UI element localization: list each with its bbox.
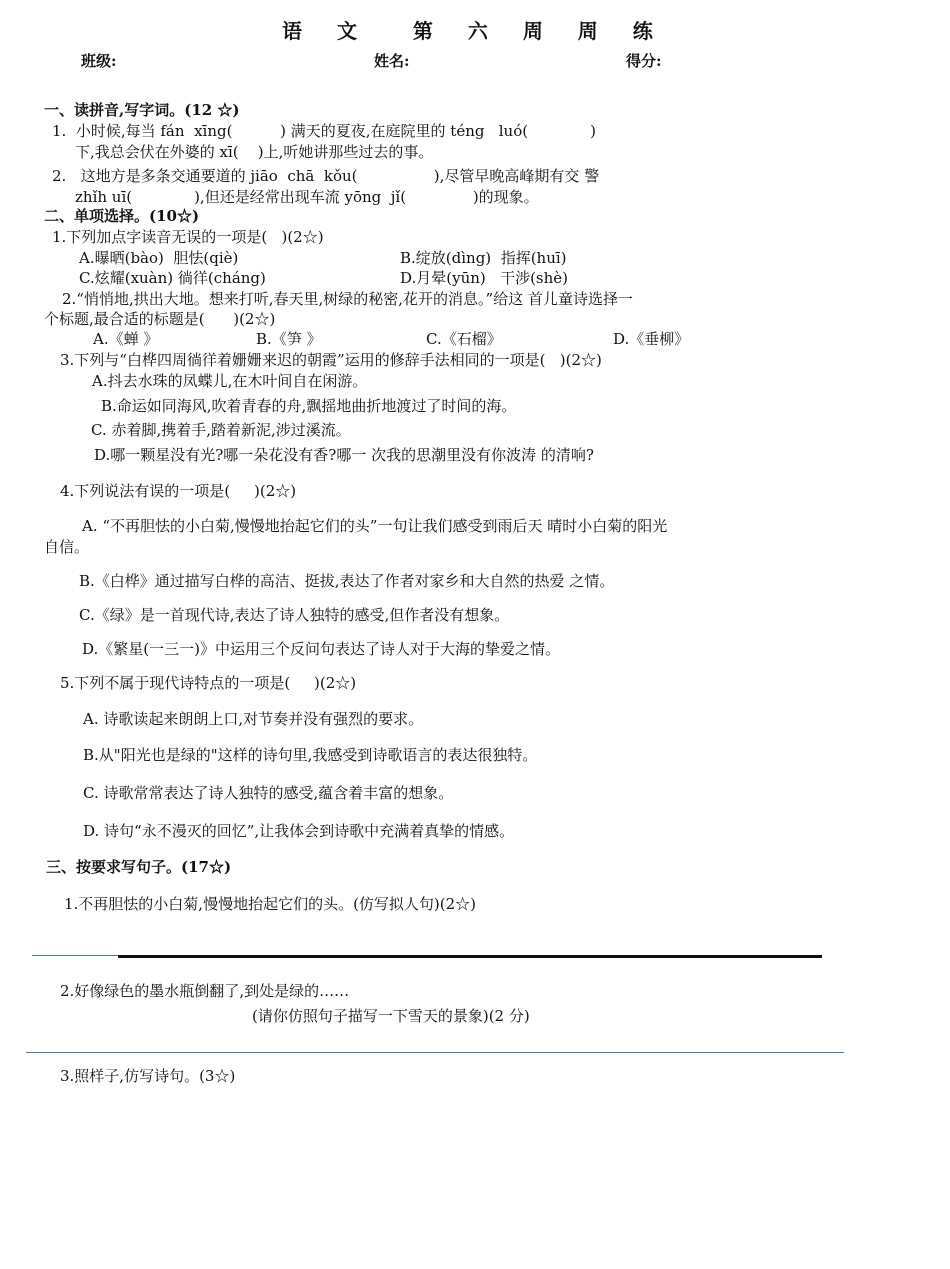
section-3-heading: 三、按要求写句子。(17☆) bbox=[46, 858, 232, 876]
s2-q5-option-a: A. 诗歌读起来朗朗上口,对节奏并没有强烈的要求。 bbox=[83, 710, 424, 728]
s2-q1-option-b: B.绽放(dìng) 指挥(huī) bbox=[400, 249, 567, 267]
class-label: 班级: bbox=[81, 52, 117, 70]
s2-q5-option-b: B.从"阳光也是绿的"这样的诗句里,我感受到诗歌语言的表达很独特。 bbox=[83, 746, 538, 764]
s2-q4-option-c: C.《绿》是一首现代诗,表达了诗人独特的感受,但作者没有想象。 bbox=[79, 606, 510, 624]
s2-q3: 3.下列与“白桦四周徜徉着姗姗来迟的朝霞”运用的修辞手法相同的一项是( )(2☆) bbox=[60, 351, 602, 369]
answer-line-2 bbox=[26, 1052, 844, 1053]
s1-q2-line1: 2. 这地方是多条交通要道的 jiāo chā kǒu( ),尽管早晚高峰期有交 警 bbox=[52, 167, 600, 185]
s2-q2-option-c: C.《石榴》 bbox=[426, 330, 502, 348]
score-label: 得分: bbox=[626, 52, 662, 70]
section-2-heading: 二、单项选择。(10☆) bbox=[44, 207, 200, 225]
s2-q5-option-d: D. 诗句“永不漫灭的回忆”,让我体会到诗歌中充满着真挚的情感。 bbox=[83, 822, 515, 840]
s3-q1: 1.不再胆怯的小白菊,慢慢地抬起它们的头。(仿写拟人句)(2☆) bbox=[64, 895, 477, 913]
s2-q1-option-a: A.曝晒(bào) 胆怯(qiè) bbox=[79, 249, 239, 267]
s2-q2-option-d: D.《垂柳》 bbox=[613, 330, 690, 348]
s2-q4-option-a-line2: 自信。 bbox=[44, 538, 90, 556]
s2-q1: 1.下列加点字读音无误的一项是( )(2☆) bbox=[52, 228, 324, 246]
s2-q2-option-a: A.《蝉 》 bbox=[93, 330, 159, 348]
s2-q1-option-d: D.月晕(yūn) 干涉(shè) bbox=[400, 269, 569, 287]
s3-q3: 3.照样子,仿写诗句。(3☆) bbox=[60, 1067, 236, 1085]
s2-q2-option-b: B.《笋 》 bbox=[256, 330, 322, 348]
s1-q2-line2: zhǐh uī( ),但还是经常出现车流 yōng jǐ( )的现象。 bbox=[75, 188, 539, 206]
s2-q1-option-c: C.炫耀(xuàn) 徜徉(cháng) bbox=[79, 269, 266, 287]
s2-q5-option-c: C. 诗歌常常表达了诗人独特的感受,蕴含着丰富的想象。 bbox=[83, 784, 454, 802]
answer-line-1-blue bbox=[32, 955, 120, 956]
s2-q4-option-a-line1: A. “不再胆怯的小白菊,慢慢地抬起它们的头”一句让我们感受到雨后天 晴时小白菊的阳光 bbox=[82, 517, 668, 535]
name-label: 姓名: bbox=[374, 52, 410, 70]
s2-q4-option-d: D.《繁星(一三一)》中运用三个反问句表达了诗人对于大海的挚爱之情。 bbox=[82, 640, 560, 658]
s2-q3-option-b: B.命运如同海风,吹着青春的舟,飘摇地曲折地渡过了时间的海。 bbox=[101, 397, 517, 415]
s1-q1-line1: 1. 小时候,每当 fán xīng( ) 满天的夏夜,在庭院里的 téng luó( ) bbox=[52, 122, 596, 140]
s2-q3-option-a: A.抖去水珠的凤蝶儿,在木叶间自在闲游。 bbox=[92, 372, 368, 390]
s3-q2: 2.好像绿色的墨水瓶倒翻了,到处是绿的…… bbox=[60, 982, 350, 1000]
s2-q5: 5.下列不属于现代诗特点的一项是( )(2☆) bbox=[60, 674, 357, 692]
s1-q1-line2: 下,我总会伏在外婆的 xī( )上,听她讲那些过去的事。 bbox=[75, 143, 434, 161]
s3-q2-hint: (请你仿照句子描写一下雪天的景象)(2 分) bbox=[252, 1007, 530, 1025]
section-1-heading: 一、读拼音,写字词。(12 ☆) bbox=[44, 101, 240, 119]
s2-q3-option-d: D.哪一颗星没有光?哪一朵花没有香?哪一 次我的思潮里没有你波涛 的清响? bbox=[94, 446, 594, 464]
page-title: 语 文 第 六 周 周 练 bbox=[282, 19, 667, 43]
s2-q4-option-b: B.《白桦》通过描写白桦的高洁、挺拔,表达了作者对家乡和大自然的热爱 之情。 bbox=[79, 572, 615, 590]
s2-q2-line2: 个标题,最合适的标题是( )(2☆) bbox=[44, 310, 276, 328]
s2-q4: 4.下列说法有误的一项是( )(2☆) bbox=[60, 482, 297, 500]
s2-q2-line1: 2.“悄悄地,拱出大地。想来打听,春天里,树绿的秘密,花开的消息。”给这 首儿童诗选择一 bbox=[62, 290, 633, 308]
answer-line-1 bbox=[118, 955, 822, 958]
s2-q3-option-c: C. 赤着脚,携着手,踏着新泥,涉过溪流。 bbox=[91, 421, 351, 439]
